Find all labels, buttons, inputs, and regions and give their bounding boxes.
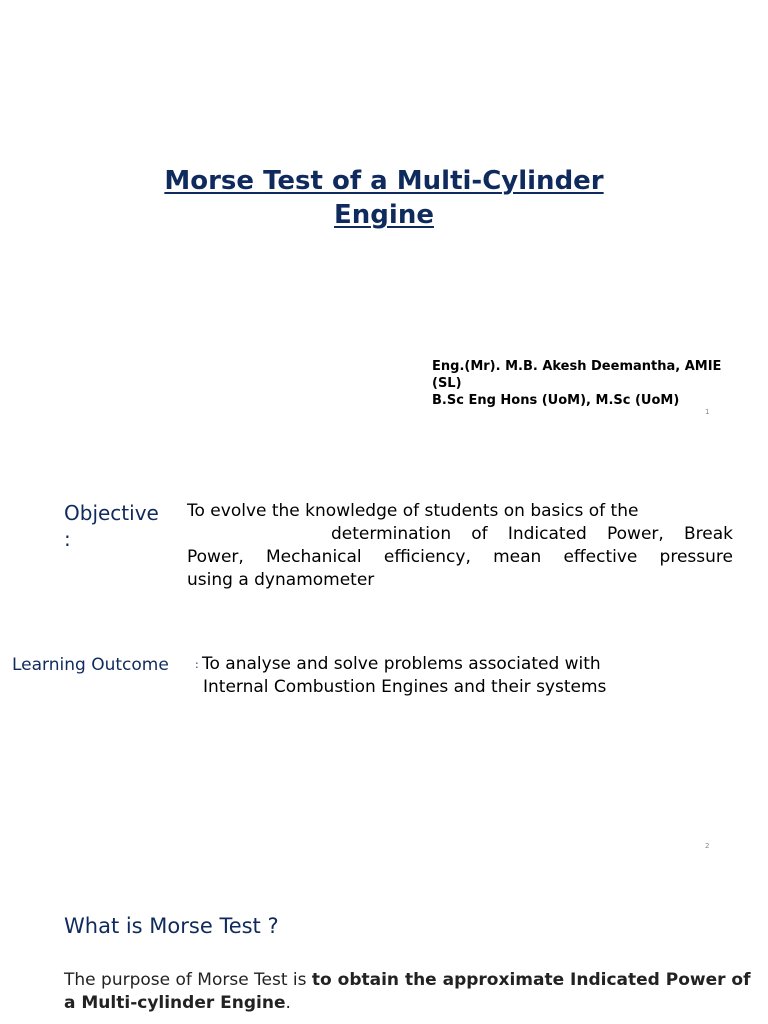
objective-label [64,500,184,552]
author-line-3: B.Sc Eng Hons (UoM), M.Sc (UoM) [432,393,680,408]
learning-outcome-line-2: Internal Combustion Engines and their systems [203,677,607,697]
slide-number-1: 1 [705,408,710,416]
title-line-1: Morse Test of a Multi-Cylinder [164,166,604,196]
objective-line-4: using a dynamometer [187,570,375,590]
purpose-emphasis: to obtain the approximate Indicated Power of a Multi-cylinder Engine [64,970,751,1013]
purpose-prefix: The purpose of Morse Test is [64,970,312,990]
objective-line-2: determination of Indicated Power, Break [331,524,733,544]
learning-outcome-text [202,653,722,699]
objective-line-1: To evolve the knowledge of students on basics of the [187,501,639,521]
author-line-1: Eng.(Mr). M.B. Akesh Deemantha, AMIE [432,359,722,374]
purpose-paragraph [64,969,754,1015]
objective-text [187,500,733,592]
slide-title [0,164,768,232]
section-heading: What is Morse Test ? [64,914,279,938]
objective-line-3: Power, Mechanical efficiency, mean effective pressure [187,547,733,567]
title-line-2: Engine [334,200,434,230]
learning-outcome-colon: : [195,658,199,671]
author-line-2: (SL) [432,376,462,391]
author-credentials [432,358,762,409]
objective-label-colon: : [64,527,71,551]
learning-outcome-label: Learning Outcome [12,655,169,675]
learning-outcome-line-1: To analyse and solve problems associated with [202,654,601,674]
objective-label-text: Objective [64,501,159,525]
purpose-suffix: . [285,993,291,1013]
slide-number-2: 2 [705,842,710,850]
